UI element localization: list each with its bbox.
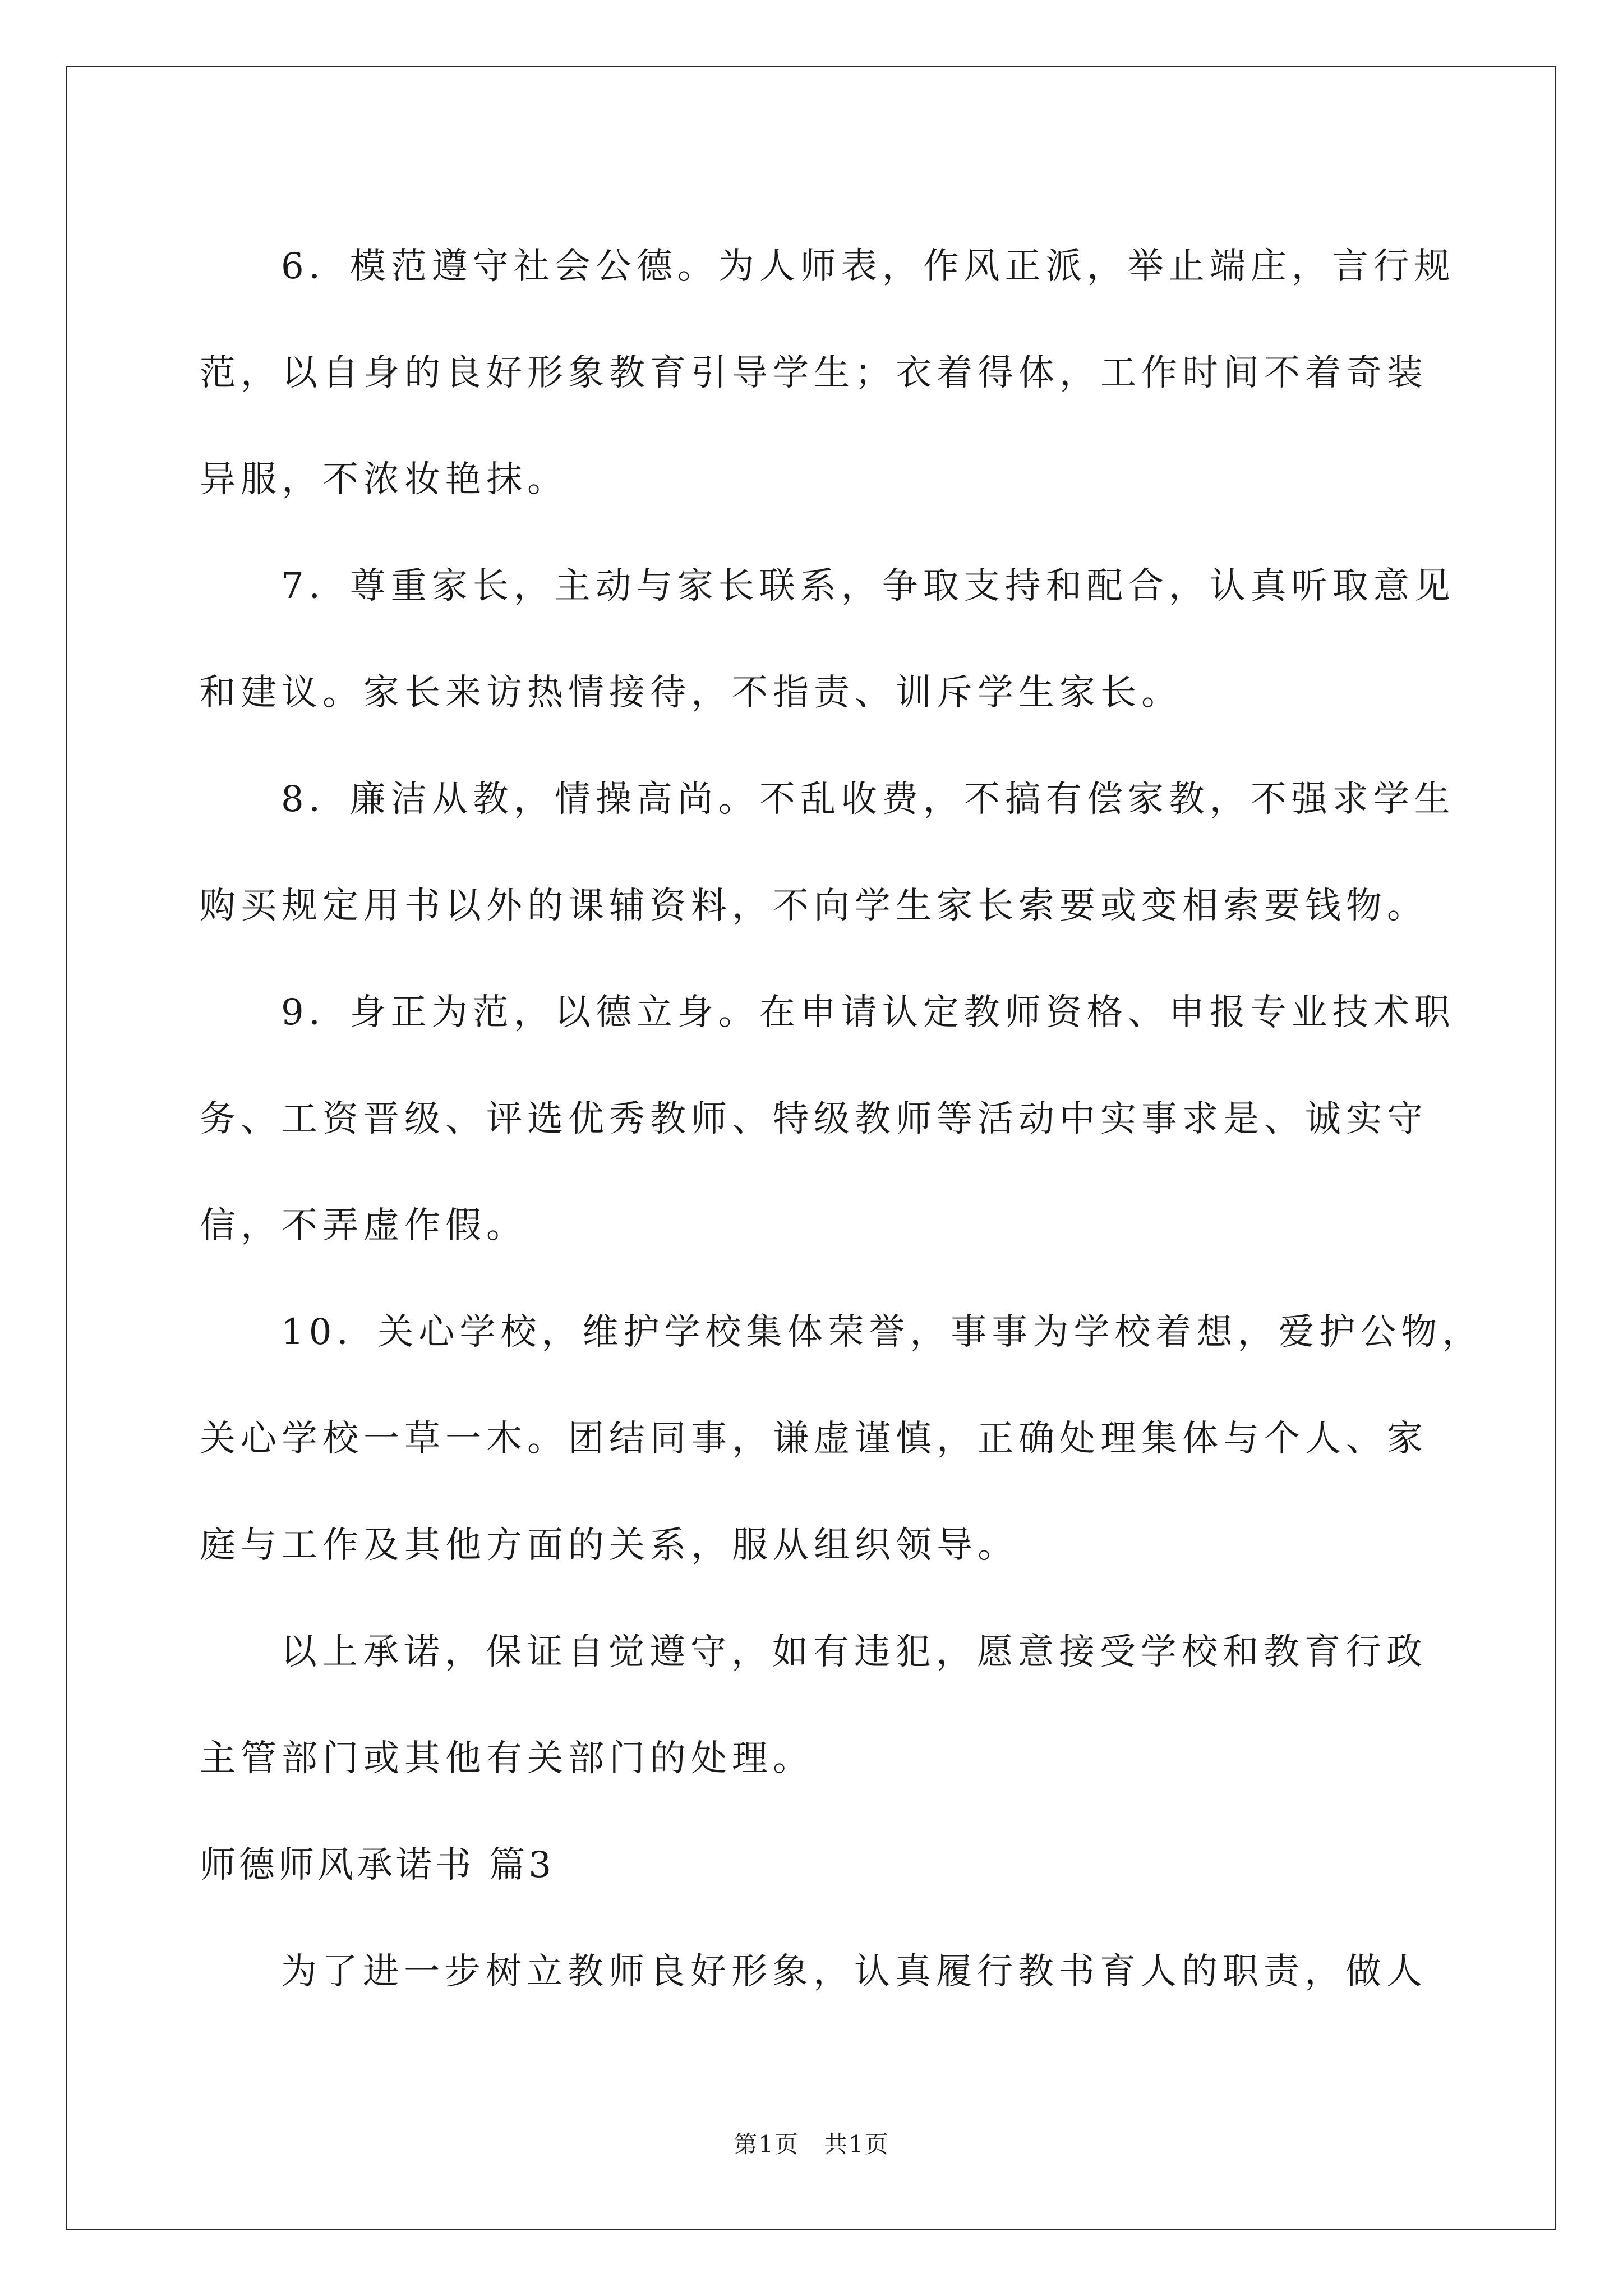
paragraph-8 [200,746,1455,959]
text-line: 庭与工作及其他方面的关系，服从组织领导。 [200,1525,1018,1566]
text-line: 信，不弄虚作假。 [200,1205,527,1246]
paragraph-closing [200,1599,1433,1812]
text-line: 7．尊重家长，主动与家长联系，争取支持和配合，认真听取意见 [281,565,1455,607]
text-line: 9．身正为范，以德立身。在申请认定教师资格、申报专业技术职 [281,992,1455,1033]
text-line: 主管部门或其他有关部门的处理。 [200,1738,814,1779]
section-heading: 师德师风承诺书 篇3 [200,1844,555,1886]
text-line: 范，以自身的良好形象教育引导学生；衣着得体，工作时间不着奇装 [200,352,1428,394]
paragraph-9 [200,959,1455,1279]
paragraph-section3-intro [200,1918,1433,2025]
text-line: 和建议。家长来访热情接待，不指责、训斥学生家长。 [200,672,1182,714]
text-line: 购买规定用书以外的课辅资料，不向学生家长索要或变相索要钱物。 [200,885,1428,927]
text-line: 10．关心学校，维护学校集体荣誉，事事为学校着想，爱护公物， [281,1312,1483,1353]
paragraph-7 [200,533,1455,746]
paragraph-6 [200,213,1455,533]
text-line: 6．模范遵守社会公德。为人师表，作风正派，举止端庄，言行规 [281,246,1455,287]
page-footer: 第1页 共1页 [734,2131,889,2158]
text-line: 为了进一步树立教师良好形象，认真履行教书育人的职责，做人 [281,1951,1427,1993]
text-line: 8．廉洁从教，情操高尚。不乱收费，不搞有偿家教，不强求学生 [281,779,1455,820]
text-line: 务、工资晋级、评选优秀教师、特级教师等活动中实事求是、诚实守 [200,1098,1428,1140]
document-body [200,213,1483,2025]
paragraph-10 [200,1279,1483,1599]
text-line: 以上承诺，保证自觉遵守，如有违犯，愿意接受学校和教育行政 [281,1631,1427,1673]
text-line: 异服，不浓妆艳抹。 [200,459,568,500]
text-line: 关心学校一草一木。团结同事，谦虚谨慎，正确处理集体与个人、家 [200,1418,1428,1460]
